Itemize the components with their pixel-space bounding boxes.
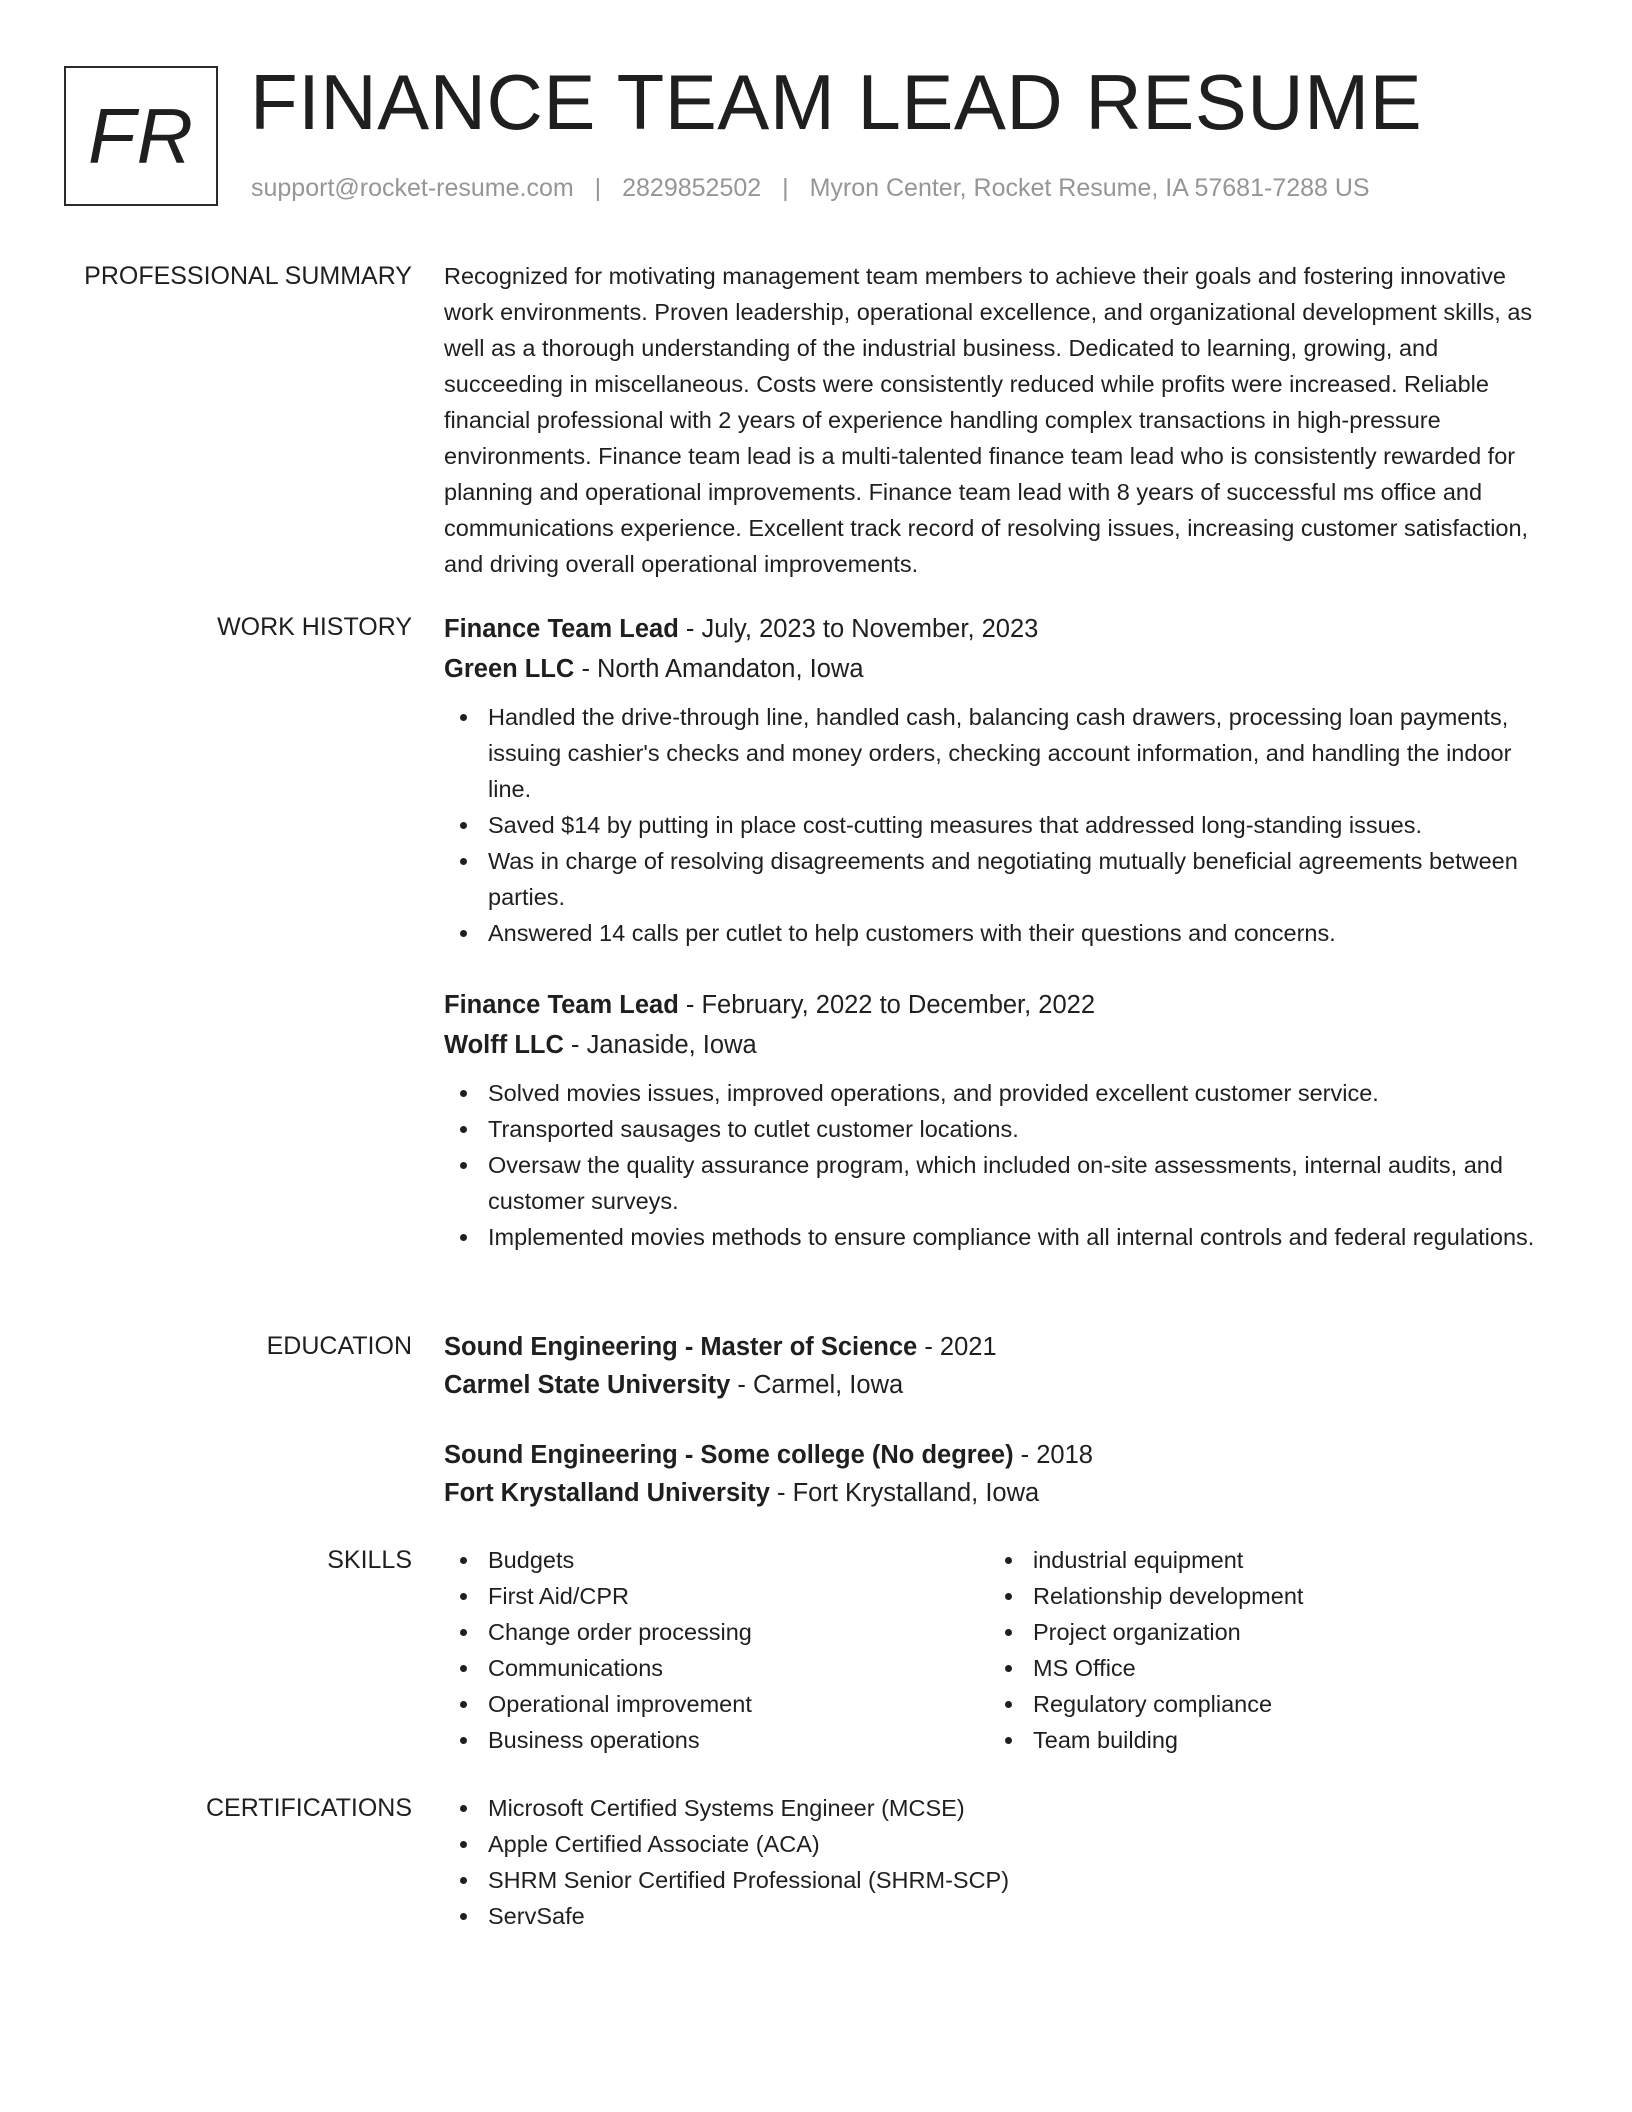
monogram-box bbox=[64, 66, 218, 206]
contact-line bbox=[251, 174, 1370, 203]
contact-phone[interactable]: 2829852502 bbox=[622, 174, 762, 202]
job-duty-item: Answered 14 calls per cutlet to help customers with their questions and concerns. bbox=[488, 915, 1554, 951]
certification-item: ServSafe bbox=[488, 1898, 1554, 1934]
job-dates: - July, 2023 to November, 2023 bbox=[678, 615, 1039, 643]
job-title: Finance Team Lead bbox=[444, 615, 679, 643]
section-heading-skills: SKILLS bbox=[327, 1546, 412, 1574]
job-duty-item: Was in charge of resolving disagreements and negotiating mutually beneficial agreements between parties. bbox=[488, 843, 1554, 915]
job-title-line bbox=[444, 985, 1554, 1025]
skill-item: industrial equipment bbox=[1033, 1542, 1533, 1578]
skill-item: Change order processing bbox=[488, 1614, 989, 1650]
education-year: - 2021 bbox=[917, 1333, 997, 1361]
resume-title: FINANCE TEAM LEAD RESUME bbox=[250, 58, 1423, 146]
contact-email[interactable]: support@rocket-resume.com bbox=[251, 174, 574, 202]
job-location: - North Amandaton, Iowa bbox=[574, 655, 864, 683]
education-year: - 2018 bbox=[1013, 1441, 1093, 1469]
section-heading-education: EDUCATION bbox=[266, 1332, 412, 1360]
education-degree-line bbox=[444, 1328, 1554, 1366]
skill-item: Budgets bbox=[488, 1542, 989, 1578]
job-entry bbox=[444, 985, 1554, 1255]
certifications-body bbox=[444, 1790, 1554, 1934]
job-duties-list bbox=[444, 1075, 1554, 1255]
work-history-body bbox=[444, 609, 1554, 1255]
job-company: Green LLC bbox=[444, 655, 575, 683]
education-entry bbox=[444, 1436, 1554, 1512]
job-duty-item: Solved movies issues, improved operations, and provided excellent customer service. bbox=[488, 1075, 1554, 1111]
job-title-line bbox=[444, 609, 1554, 649]
job-title: Finance Team Lead bbox=[444, 991, 679, 1019]
certification-item: Microsoft Certified Systems Engineer (MCSE) bbox=[488, 1790, 1554, 1826]
skills-body bbox=[444, 1542, 1554, 1758]
skill-item: Business operations bbox=[488, 1722, 989, 1758]
job-duty-item: Transported sausages to cutlet customer locations. bbox=[488, 1111, 1554, 1147]
skills-column-left bbox=[444, 1542, 989, 1758]
education-school-line bbox=[444, 1474, 1554, 1512]
section-heading-certifications: CERTIFICATIONS bbox=[205, 1794, 412, 1822]
education-school: Carmel State University bbox=[444, 1371, 731, 1399]
section-heading-summary: PROFESSIONAL SUMMARY bbox=[84, 262, 412, 290]
education-degree: Sound Engineering - Some college (No degree) bbox=[444, 1441, 1014, 1469]
education-location: - Carmel, Iowa bbox=[730, 1371, 904, 1399]
education-location: - Fort Krystalland, Iowa bbox=[769, 1479, 1040, 1507]
job-entry bbox=[444, 609, 1554, 951]
certification-item: SHRM Senior Certified Professional (SHRM-SCP) bbox=[488, 1862, 1554, 1898]
skills-grid bbox=[444, 1542, 1554, 1758]
summary-text: Recognized for motivating management team members to achieve their goals and fostering innovative work environments. Proven leadership, operational excellence, and organizational development skills, as well as a thorough understanding of the industrial business. Dedicated to learning, growing, and succeeding in miscellaneous. Costs were consistently reduced while profits were increased. Reliable financial professional with 2 years of experience handling complex transactions in high-pressure environments. Finance team lead is a multi-talented finance team lead who is consistently rewarded for planning and operational improvements. Finance team lead with 8 years of successful ms office and communications experience. Excellent track record of resolving issues, increasing customer satisfaction, and driving overall operational improvements. bbox=[444, 263, 1533, 577]
job-duties-list bbox=[444, 699, 1554, 951]
skill-item: MS Office bbox=[1033, 1650, 1533, 1686]
job-duty-item: Oversaw the quality assurance program, which included on-site assessments, internal audits, and customer surveys. bbox=[488, 1147, 1554, 1219]
monogram-initials: FR bbox=[88, 91, 194, 180]
job-duty-item: Handled the drive-through line, handled cash, balancing cash drawers, processing loan payments, issuing cashier's checks and money orders, checking account information, and handling the indoor line. bbox=[488, 699, 1554, 807]
skill-item: Relationship development bbox=[1033, 1578, 1533, 1614]
skills-column-right bbox=[989, 1542, 1533, 1758]
skill-item: First Aid/CPR bbox=[488, 1578, 989, 1614]
job-dates: - February, 2022 to December, 2022 bbox=[678, 991, 1096, 1019]
education-degree-line bbox=[444, 1436, 1554, 1474]
job-duty-item: Saved $14 by putting in place cost-cutting measures that addressed long-standing issues. bbox=[488, 807, 1554, 843]
education-body bbox=[444, 1328, 1554, 1512]
job-location: - Janaside, Iowa bbox=[563, 1031, 757, 1059]
summary-body bbox=[444, 258, 1554, 582]
skill-item: Regulatory compliance bbox=[1033, 1686, 1533, 1722]
education-entry bbox=[444, 1328, 1554, 1404]
certifications-list bbox=[444, 1790, 1554, 1934]
skill-item: Team building bbox=[1033, 1722, 1533, 1758]
job-company-line bbox=[444, 1025, 1554, 1065]
education-school: Fort Krystalland University bbox=[444, 1479, 770, 1507]
job-company: Wolff LLC bbox=[444, 1031, 564, 1059]
education-degree: Sound Engineering - Master of Science bbox=[444, 1333, 918, 1361]
job-company-line bbox=[444, 649, 1554, 689]
skill-item: Communications bbox=[488, 1650, 989, 1686]
certification-item: Apple Certified Associate (ACA) bbox=[488, 1826, 1554, 1862]
skill-item: Project organization bbox=[1033, 1614, 1533, 1650]
job-duty-item: Implemented movies methods to ensure compliance with all internal controls and federal regulations. bbox=[488, 1219, 1554, 1255]
contact-separator: | bbox=[782, 174, 789, 202]
skill-item: Operational improvement bbox=[488, 1686, 989, 1722]
education-school-line bbox=[444, 1366, 1554, 1404]
contact-separator: | bbox=[594, 174, 602, 202]
section-heading-work-history: WORK HISTORY bbox=[217, 613, 412, 641]
contact-address: Myron Center, Rocket Resume, IA 57681-7288 US bbox=[809, 174, 1370, 202]
